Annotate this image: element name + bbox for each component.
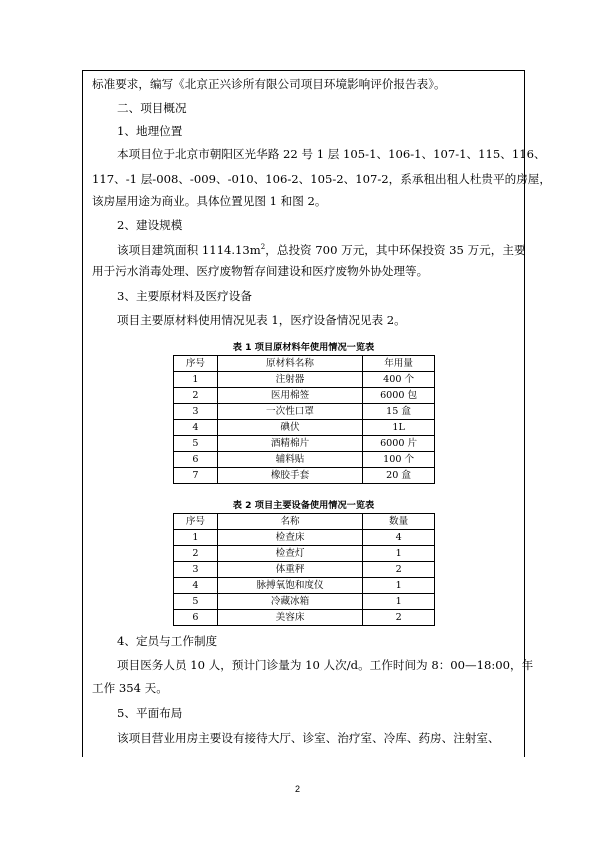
table-cell: 4 bbox=[174, 420, 218, 436]
column-header: 序号 bbox=[174, 356, 218, 372]
column-header: 原材料名称 bbox=[217, 356, 362, 372]
table2-row bbox=[174, 530, 435, 546]
table-cell: 7 bbox=[174, 468, 218, 484]
table-cell: 6000 片 bbox=[363, 436, 435, 452]
table-cell: 辅料贴 bbox=[217, 452, 362, 468]
table1-row bbox=[174, 388, 435, 404]
subsection-heading: 4、定员与工作制度 bbox=[117, 634, 218, 648]
paragraph-line: 工作 354 天。 bbox=[92, 681, 168, 695]
table-cell: 1 bbox=[174, 530, 218, 546]
area-text: 该项目建筑面积 1114.13m bbox=[117, 242, 261, 257]
table-cell: 1 bbox=[174, 372, 218, 388]
subsection-heading: 2、建设规模 bbox=[117, 218, 183, 232]
paragraph-line: 标准要求，编写《北京正兴诊所有限公司项目环境影响评价报告表》。 bbox=[92, 77, 446, 91]
table-cell: 1L bbox=[363, 420, 435, 436]
superscript: 2 bbox=[260, 243, 266, 251]
paragraph-line: 该房屋用途为商业。具体位置见图 1 和图 2。 bbox=[92, 194, 327, 208]
table-cell: 400 个 bbox=[363, 372, 435, 388]
table-cell: 3 bbox=[174, 562, 218, 578]
column-header: 序号 bbox=[174, 514, 218, 530]
table-cell: 体重秤 bbox=[217, 562, 362, 578]
table-cell: 2 bbox=[363, 610, 435, 626]
table-cell: 酒精棉片 bbox=[217, 436, 362, 452]
table-cell: 碘伏 bbox=[217, 420, 362, 436]
table-cell: 100 个 bbox=[363, 452, 435, 468]
subsection-heading: 5、平面布局 bbox=[117, 706, 183, 720]
equipment-table bbox=[173, 513, 435, 626]
paragraph-line: 项目医务人员 10 人，预计门诊量为 10 人次/d。工作时间为 8：00—18:00，年 bbox=[117, 658, 534, 672]
table1-row bbox=[174, 404, 435, 420]
table1-caption: 表 1 项目原材料年使用情况一览表 bbox=[232, 342, 375, 353]
paragraph-line: 该项目营业用房主要设有接待大厅、诊室、治疗室、冷库、药房、注射室、 bbox=[117, 731, 500, 745]
table-cell: 1 bbox=[363, 546, 435, 562]
table2-row bbox=[174, 562, 435, 578]
table1-row bbox=[174, 452, 435, 468]
table-cell: 检查灯 bbox=[217, 546, 362, 562]
column-header: 年用量 bbox=[363, 356, 435, 372]
investment-text: ，总投资 700 万元，其中环保投资 35 万元，主要 bbox=[265, 242, 526, 257]
paragraph-line: 项目主要原材料使用情况见表 1，医疗设备情况见表 2。 bbox=[117, 313, 406, 327]
table1-row bbox=[174, 468, 435, 484]
column-header: 名称 bbox=[217, 514, 362, 530]
table2-caption: 表 2 项目主要设备使用情况一览表 bbox=[232, 500, 375, 511]
table-cell: 医用棉签 bbox=[217, 388, 362, 404]
table-cell: 冷藏冰箱 bbox=[217, 594, 362, 610]
column-header: 数量 bbox=[363, 514, 435, 530]
paragraph-line bbox=[117, 240, 547, 258]
subsection-heading: 1、地理位置 bbox=[117, 124, 183, 138]
table2-row bbox=[174, 610, 435, 626]
page-number: 2 bbox=[294, 784, 300, 794]
table-cell: 脉搏氧饱和度仪 bbox=[217, 578, 362, 594]
subsection-heading: 3、主要原材料及医疗设备 bbox=[117, 289, 252, 303]
table1-header-row bbox=[174, 356, 435, 372]
table2-row bbox=[174, 594, 435, 610]
table-cell: 2 bbox=[174, 546, 218, 562]
table-cell: 3 bbox=[174, 404, 218, 420]
table-cell: 2 bbox=[174, 388, 218, 404]
table1-row bbox=[174, 420, 435, 436]
table-cell: 检查床 bbox=[217, 530, 362, 546]
paragraph-line: 用于污水消毒处理、医疗废物暂存间建设和医疗废物外协处理等。 bbox=[92, 264, 429, 278]
paragraph-line: 117、-1 层-008、-009、-010、106-2、105-2、107-2，系承租出租人杜贵平的房屋， bbox=[92, 172, 551, 186]
section-heading: 二、项目概况 bbox=[117, 101, 187, 115]
table-cell: 1 bbox=[363, 578, 435, 594]
table-cell: 6 bbox=[174, 610, 218, 626]
materials-table bbox=[173, 355, 435, 484]
table2-row bbox=[174, 578, 435, 594]
table-cell: 15 盒 bbox=[363, 404, 435, 420]
paragraph-line: 本项目位于北京市朝阳区光华路 22 号 1 层 105-1、106-1、107-1、115、116、 bbox=[117, 147, 546, 161]
table1-row bbox=[174, 436, 435, 452]
table-cell: 4 bbox=[363, 530, 435, 546]
table-cell: 5 bbox=[174, 436, 218, 452]
table-cell: 橡胶手套 bbox=[217, 468, 362, 484]
table-cell: 美容床 bbox=[217, 610, 362, 626]
table-cell: 20 盒 bbox=[363, 468, 435, 484]
table-cell: 2 bbox=[363, 562, 435, 578]
table-cell: 6 bbox=[174, 452, 218, 468]
table-cell: 注射器 bbox=[217, 372, 362, 388]
table-cell: 4 bbox=[174, 578, 218, 594]
table-cell: 1 bbox=[363, 594, 435, 610]
table1-row bbox=[174, 372, 435, 388]
table2-header-row bbox=[174, 514, 435, 530]
table2-row bbox=[174, 546, 435, 562]
table-cell: 一次性口罩 bbox=[217, 404, 362, 420]
table-cell: 5 bbox=[174, 594, 218, 610]
table-cell: 6000 包 bbox=[363, 388, 435, 404]
